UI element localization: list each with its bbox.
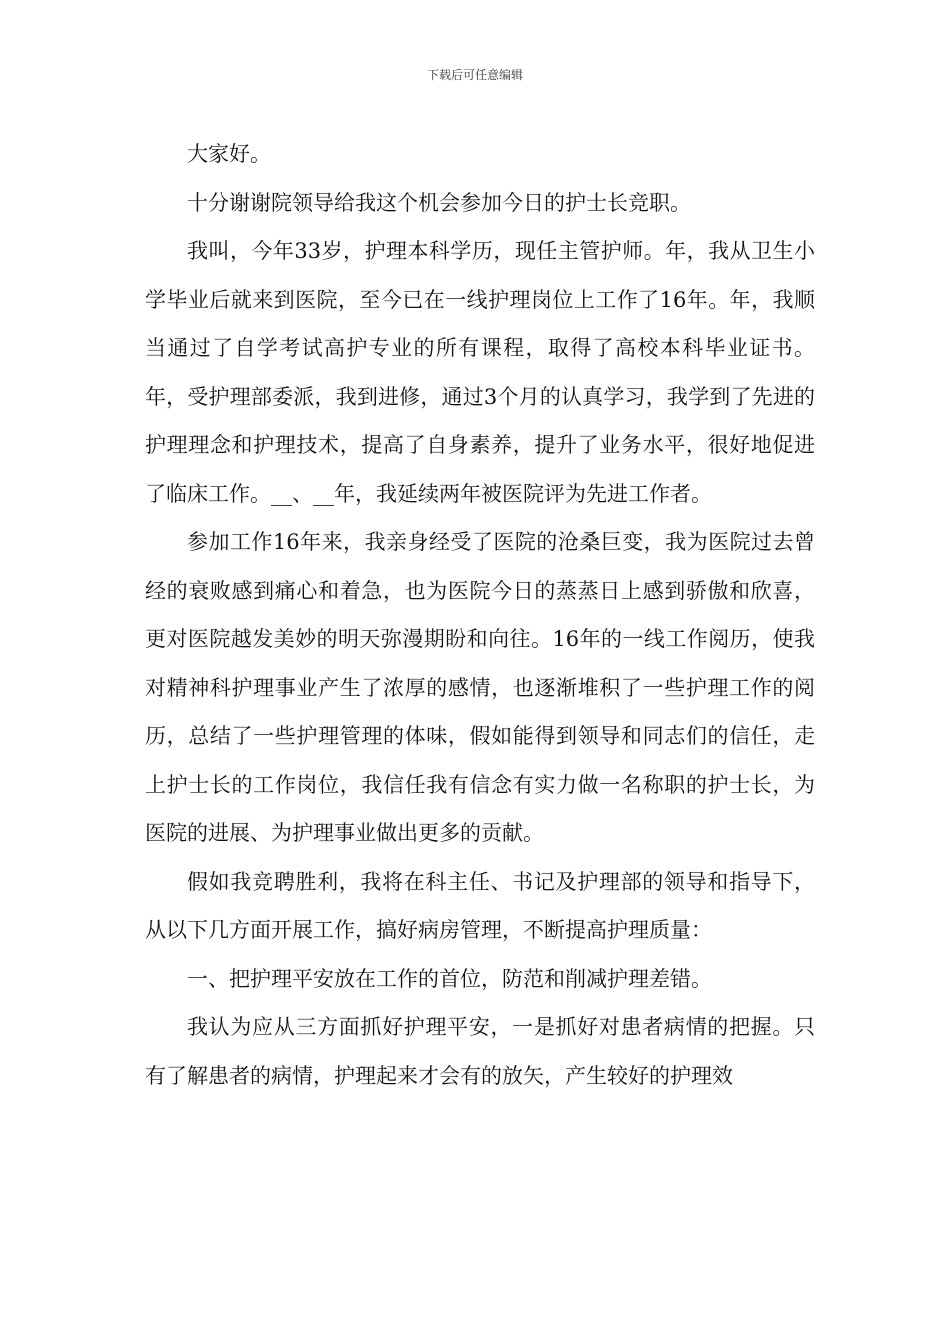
paragraph-experience: 参加工作16年来，我亲身经受了医院的沧桑巨变，我为医院过去曾经的衰败感到痛心和着急，也为医院今日的蒸蒸日上感到骄傲和欣喜，更对医院越发美妙的明天弥漫期盼和向往。16年的一线工作阅历，使我对精神科护理事业产生了浓厚的感情，也逐渐堆积了一些护理工作的阅历，总结了一些护理管理的体味，假如能得到领导和同志们的信任，走上护士长的工作岗位，我信任我有信念有实力做一名称职的护士长，为医院的进展、为护理事业做出更多的贡献。 — [145, 530, 815, 845]
paragraph-section-one-body: 我认为应从三方面抓好护理平安，一是抓好对患者病情的把握。只有了解患者的病情，护理起来才会有的放矢，产生较好的护理效 — [145, 1015, 815, 1088]
paragraph-plan-intro: 假如我竞聘胜利，我将在科主任、书记及护理部的领导和指导下，从以下几方面开展工作，搞好病房管理，不断提高护理质量： — [145, 869, 815, 942]
paragraph-section-one-heading: 一、把护理平安放在工作的首位，防范和削减护理差错。 — [187, 966, 712, 991]
document-body — [145, 130, 815, 1100]
page-header: 下载后可任意编辑 — [426, 68, 523, 82]
paragraph-self-intro: 我叫，今年33岁，护理本科学历，现任主管护师。年，我从卫生小学毕业后就来到医院，至今已在一线护理岗位上工作了16年。年，我顺当通过了自学考试高护专业的所有课程，取得了高校本科毕业证书。年，受护理部委派，我到进修，通过3个月的认真学习，我学到了先进的护理理念和护理技术，提高了自身素养，提升了业务水平，很好地促进了临床工作。__、__年，我延续两年被医院评为先进工作者。 — [145, 239, 815, 506]
paragraph-greeting: 大家好。 — [187, 142, 271, 166]
paragraph-thanks: 十分谢谢院领导给我这个机会参加今日的护士长竞职。 — [187, 190, 691, 215]
